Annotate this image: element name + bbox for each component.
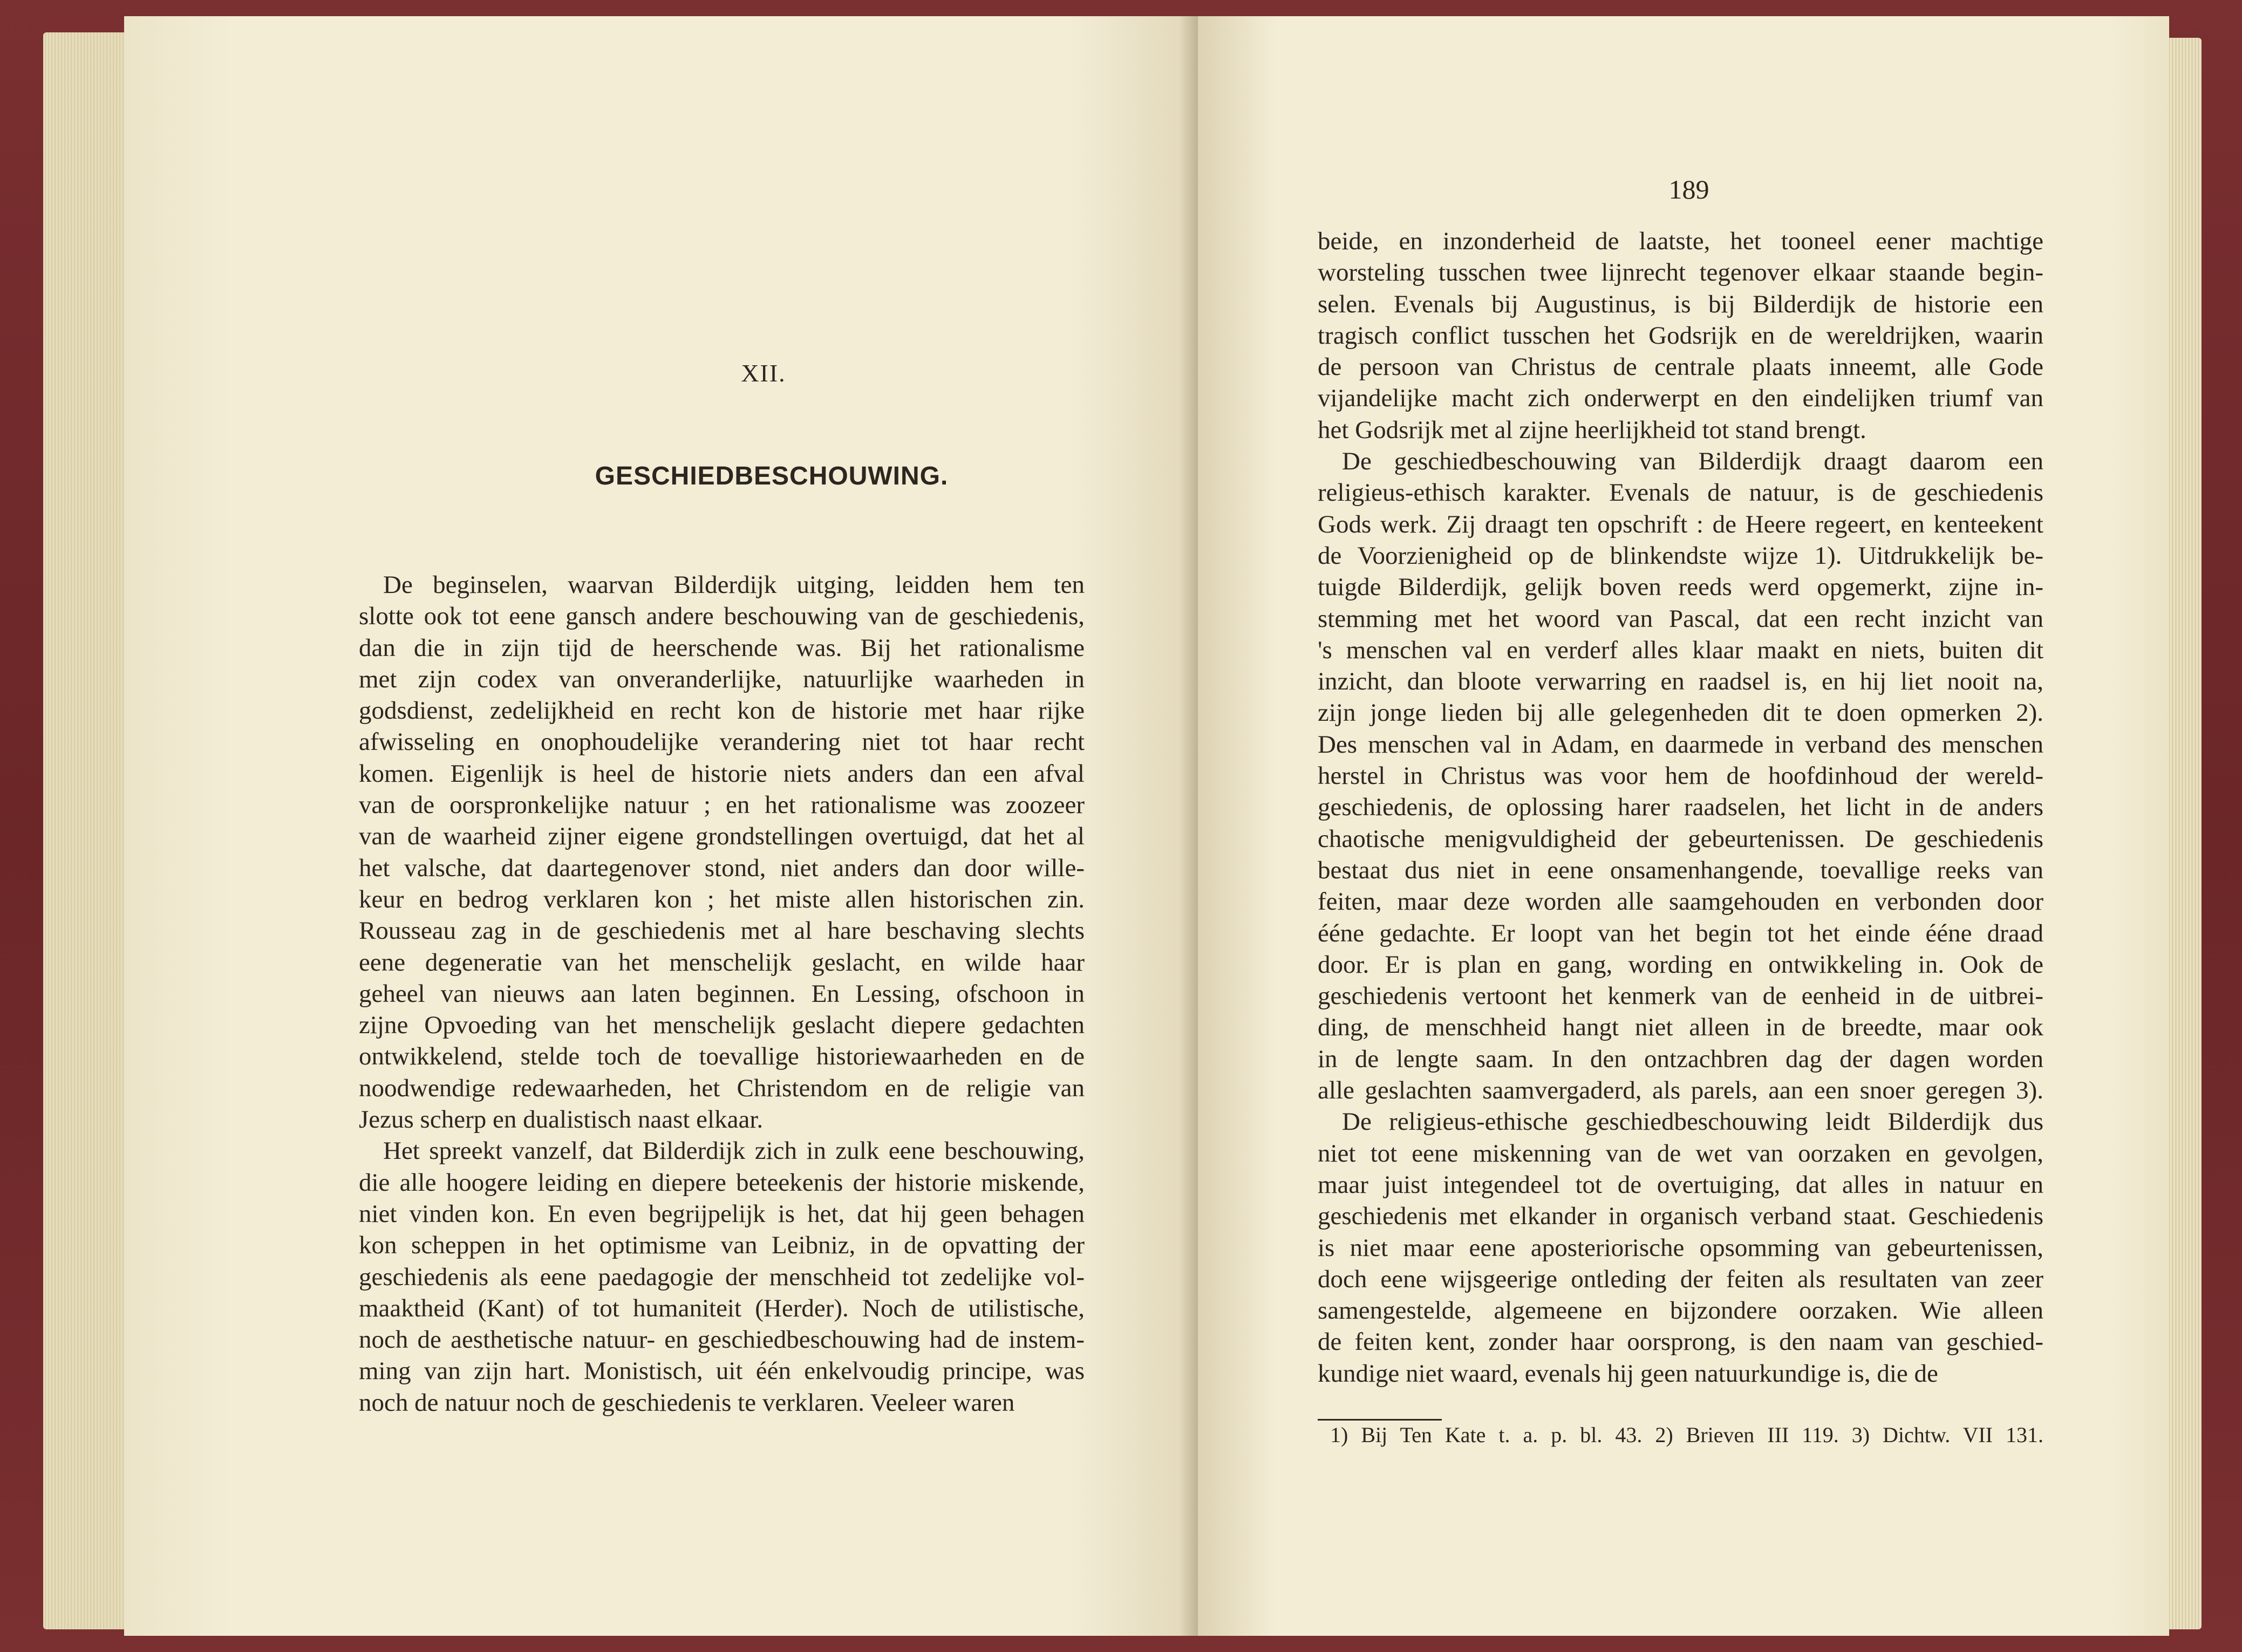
right-line: chaotische menigvuldigheid der gebeurtenissen. De geschiedenis [1318, 824, 2043, 853]
left-line: Jezus scherp en dualistisch naast elkaar. [359, 1105, 764, 1134]
right-line: selen. Evenals bij Augustinus, is bij Bilderdijk de historie een [1318, 290, 2043, 318]
right-line: herstel in Christus was voor hem de hoofdinhoud der wereld- [1318, 762, 2043, 790]
right-line: de persoon van Christus de centrale plaats inneemt, alle Gode [1318, 353, 2043, 381]
left-line: geschiedenis als eene paedagogie der menschheid tot zedelijke vol- [359, 1262, 1085, 1291]
right-line: de Voorzienigheid op de blinkendste wijze 1). Uitdrukkelijk be- [1318, 541, 2043, 570]
left-line: het valsche, dat daartegenover stond, niet anders dan door wille- [359, 854, 1085, 882]
left-line: eene degeneratie van het menschelijk geslacht, en wilde haar [359, 948, 1085, 977]
right-line: worsteling tusschen twee lijnrecht tegenover elkaar staande begin- [1318, 258, 2043, 287]
right-line: Gods werk. Zij draagt ten opschrift : de Heere regeert, en kenteekent [1318, 510, 2043, 538]
right-line: vijandelijke macht zich onderwerpt en den eindelijken triumf van [1318, 384, 2043, 413]
right-line: de feiten kent, zonder haar oorsprong, is den naam van geschied- [1318, 1328, 2043, 1356]
page-number: 189 [1668, 174, 1709, 204]
left-line: afwisseling en onophoudelijke verandering niet tot haar recht [359, 728, 1085, 756]
left-line: slotte ook tot eene gansch andere beschouwing van de geschiedenis, [359, 602, 1085, 631]
right-line: alle geslachten saamvergaderd, als parels, aan een snoer geregen 3). [1318, 1076, 2043, 1105]
left-line: maaktheid (Kant) of tot humaniteit (Herder). Noch de utilistische, [359, 1294, 1085, 1322]
right-line: het Godsrijk met al zijne heerlijkheid tot stand brengt. [1318, 415, 1866, 444]
right-line: 's menschen val en verderf alles klaar maakt en niets, buiten dit [1318, 636, 2043, 664]
right-line: geschiedenis met elkander in organisch verband staat. Geschiedenis [1318, 1202, 2043, 1231]
footnote-text: 1) Bij Ten Kate t. a. p. bl. 43. 2) Brieven III 119. 3) Dichtw. VII 131. [1330, 1423, 2043, 1447]
right-line: religieus-ethisch karakter. Evenals de natuur, is de geschiedenis [1318, 479, 2043, 507]
right-line: geschiedenis vertoont het kenmerk van de eenheid in de uitbrei- [1318, 982, 2043, 1011]
left-line: zijne Opvoeding van het menschelijk geslacht diepere gedachten [359, 1011, 1085, 1040]
right-line: inzicht, dan bloote verwarring en raadsel is, en hij liet nooit na, [1318, 667, 2043, 696]
left-line: met zijn codex van onveranderlijke, natuurlijke waarheden in [359, 665, 1085, 693]
right-line: Des menschen val in Adam, en daarmede in verband des menschen [1318, 730, 2043, 759]
right-line: in de lengte saam. In den ontzachbren dag der dagen worden [1318, 1045, 2043, 1073]
footnote-rule [1318, 1419, 1442, 1421]
right-line: geschiedenis, de oplossing harer raadselen, het licht in de anders [1318, 793, 2043, 822]
right-line: bestaat dus niet in eene onsamenhangende, toevallige reeks van [1318, 856, 2043, 884]
right-line: De religieus-ethische geschiedbeschouwing leidt Bilderdijk dus [1342, 1108, 2043, 1136]
right-line: samengestelde, algemeene en bijzondere oorzaken. Wie alleen [1318, 1296, 2043, 1325]
left-line: van de oorspronkelijke natuur ; en het rationalisme was zoozeer [359, 791, 1085, 820]
book-spread [43, 16, 2202, 1636]
right-line: tuigde Bilderdijk, gelijk boven reeds werd opgemerkt, zijne in- [1318, 573, 2043, 602]
left-line: noch de natuur noch de geschiedenis te verklaren. Veeleer waren [359, 1388, 1015, 1417]
left-line: noch de aesthetische natuur- en geschiedbeschouwing had de instem- [359, 1326, 1085, 1354]
right-line: stemming met het woord van Pascal, dat een recht inzicht van [1318, 604, 2043, 633]
left-line: dan die in zijn tijd de heerschende was. Bij het rationalisme [359, 633, 1085, 662]
right-line: ding, de menschheid hangt niet alleen in de breedte, maar ook [1318, 1013, 2043, 1042]
right-line: doch eene wijsgeerige ontleding der feiten als resultaten van zeer [1318, 1265, 2043, 1293]
left-line: noodwendige redewaarheden, het Christendom en de religie van [359, 1074, 1085, 1102]
left-line: van de waarheid zijner eigene grondstellingen overtuigd, dat het al [359, 822, 1085, 851]
right-line: beide, en inzonderheid de laatste, het tooneel eener machtige [1318, 227, 2043, 255]
left-line: godsdienst, zedelijkheid en recht kon de historie met haar rijke [359, 697, 1085, 725]
left-line: geheel van nieuws aan laten beginnen. En Lessing, ofschoon in [359, 979, 1085, 1008]
right-body-text [1318, 226, 2043, 1389]
left-body-text [359, 569, 1085, 1418]
left-page [124, 16, 1198, 1636]
right-line: feiten, maar deze worden alle saamgehouden en verbonden door [1318, 888, 2043, 916]
right-line: door. Er is plan en gang, wording en ontwikkeling in. Ook de [1318, 950, 2043, 979]
left-line: ontwikkelend, stelde toch de toevallige historiewaarheden en de [359, 1042, 1085, 1071]
left-line: Rousseau zag in de geschiedenis met al hare beschaving slechts [359, 917, 1085, 945]
footnotes [1330, 1422, 2043, 1449]
right-line: kundige niet waard, evenals hij geen natuurkundige is, die de [1318, 1359, 1938, 1388]
right-line: ééne gedachte. Er loopt van het begin tot het einde ééne draad [1318, 919, 2043, 947]
right-line: maar juist integendeel tot de overtuiging, dat alles in natuur en [1318, 1170, 2043, 1199]
right-line: De geschiedbeschouwing van Bilderdijk draagt daarom een [1342, 447, 2043, 476]
right-page [1198, 16, 2169, 1636]
right-line: tragisch conflict tusschen het Godsrijk en de wereldrijken, waarin [1318, 321, 2043, 350]
left-line: niet vinden kon. En even begrijpelijk is het, dat hij geen behagen [359, 1199, 1085, 1228]
right-line: zijn jonge lieden bij alle gelegenheden dit te doen opmerken 2). [1318, 699, 2043, 727]
left-line: Het spreekt vanzelf, dat Bilderdijk zich in zulk eene beschouwing, [383, 1137, 1085, 1165]
left-line: komen. Eigenlijk is heel de historie niets anders dan een afval [359, 759, 1085, 788]
chapter-number: XII. [741, 359, 786, 387]
right-line: is niet maar eene aposteriorische opsomming van gebeurtenissen, [1318, 1233, 2043, 1262]
chapter-title: GESCHIEDBESCHOUWING. [595, 462, 949, 490]
left-line: kon scheppen in het optimisme van Leibniz, in de opvatting der [359, 1231, 1085, 1260]
left-line: De beginselen, waarvan Bilderdijk uitging, leidden hem ten [383, 571, 1085, 599]
left-line: keur en bedrog verklaren kon ; het miste allen historischen zin. [359, 885, 1085, 913]
left-line: die alle hoogere leiding en diepere beteekenis der historie miskende, [359, 1168, 1085, 1197]
page-edges-right [2164, 38, 2202, 1629]
left-line: ming van zijn hart. Monistisch, uit één enkelvoudig principe, was [359, 1357, 1085, 1385]
right-line: niet tot eene miskenning van de wet van oorzaken en gevolgen, [1318, 1139, 2043, 1168]
